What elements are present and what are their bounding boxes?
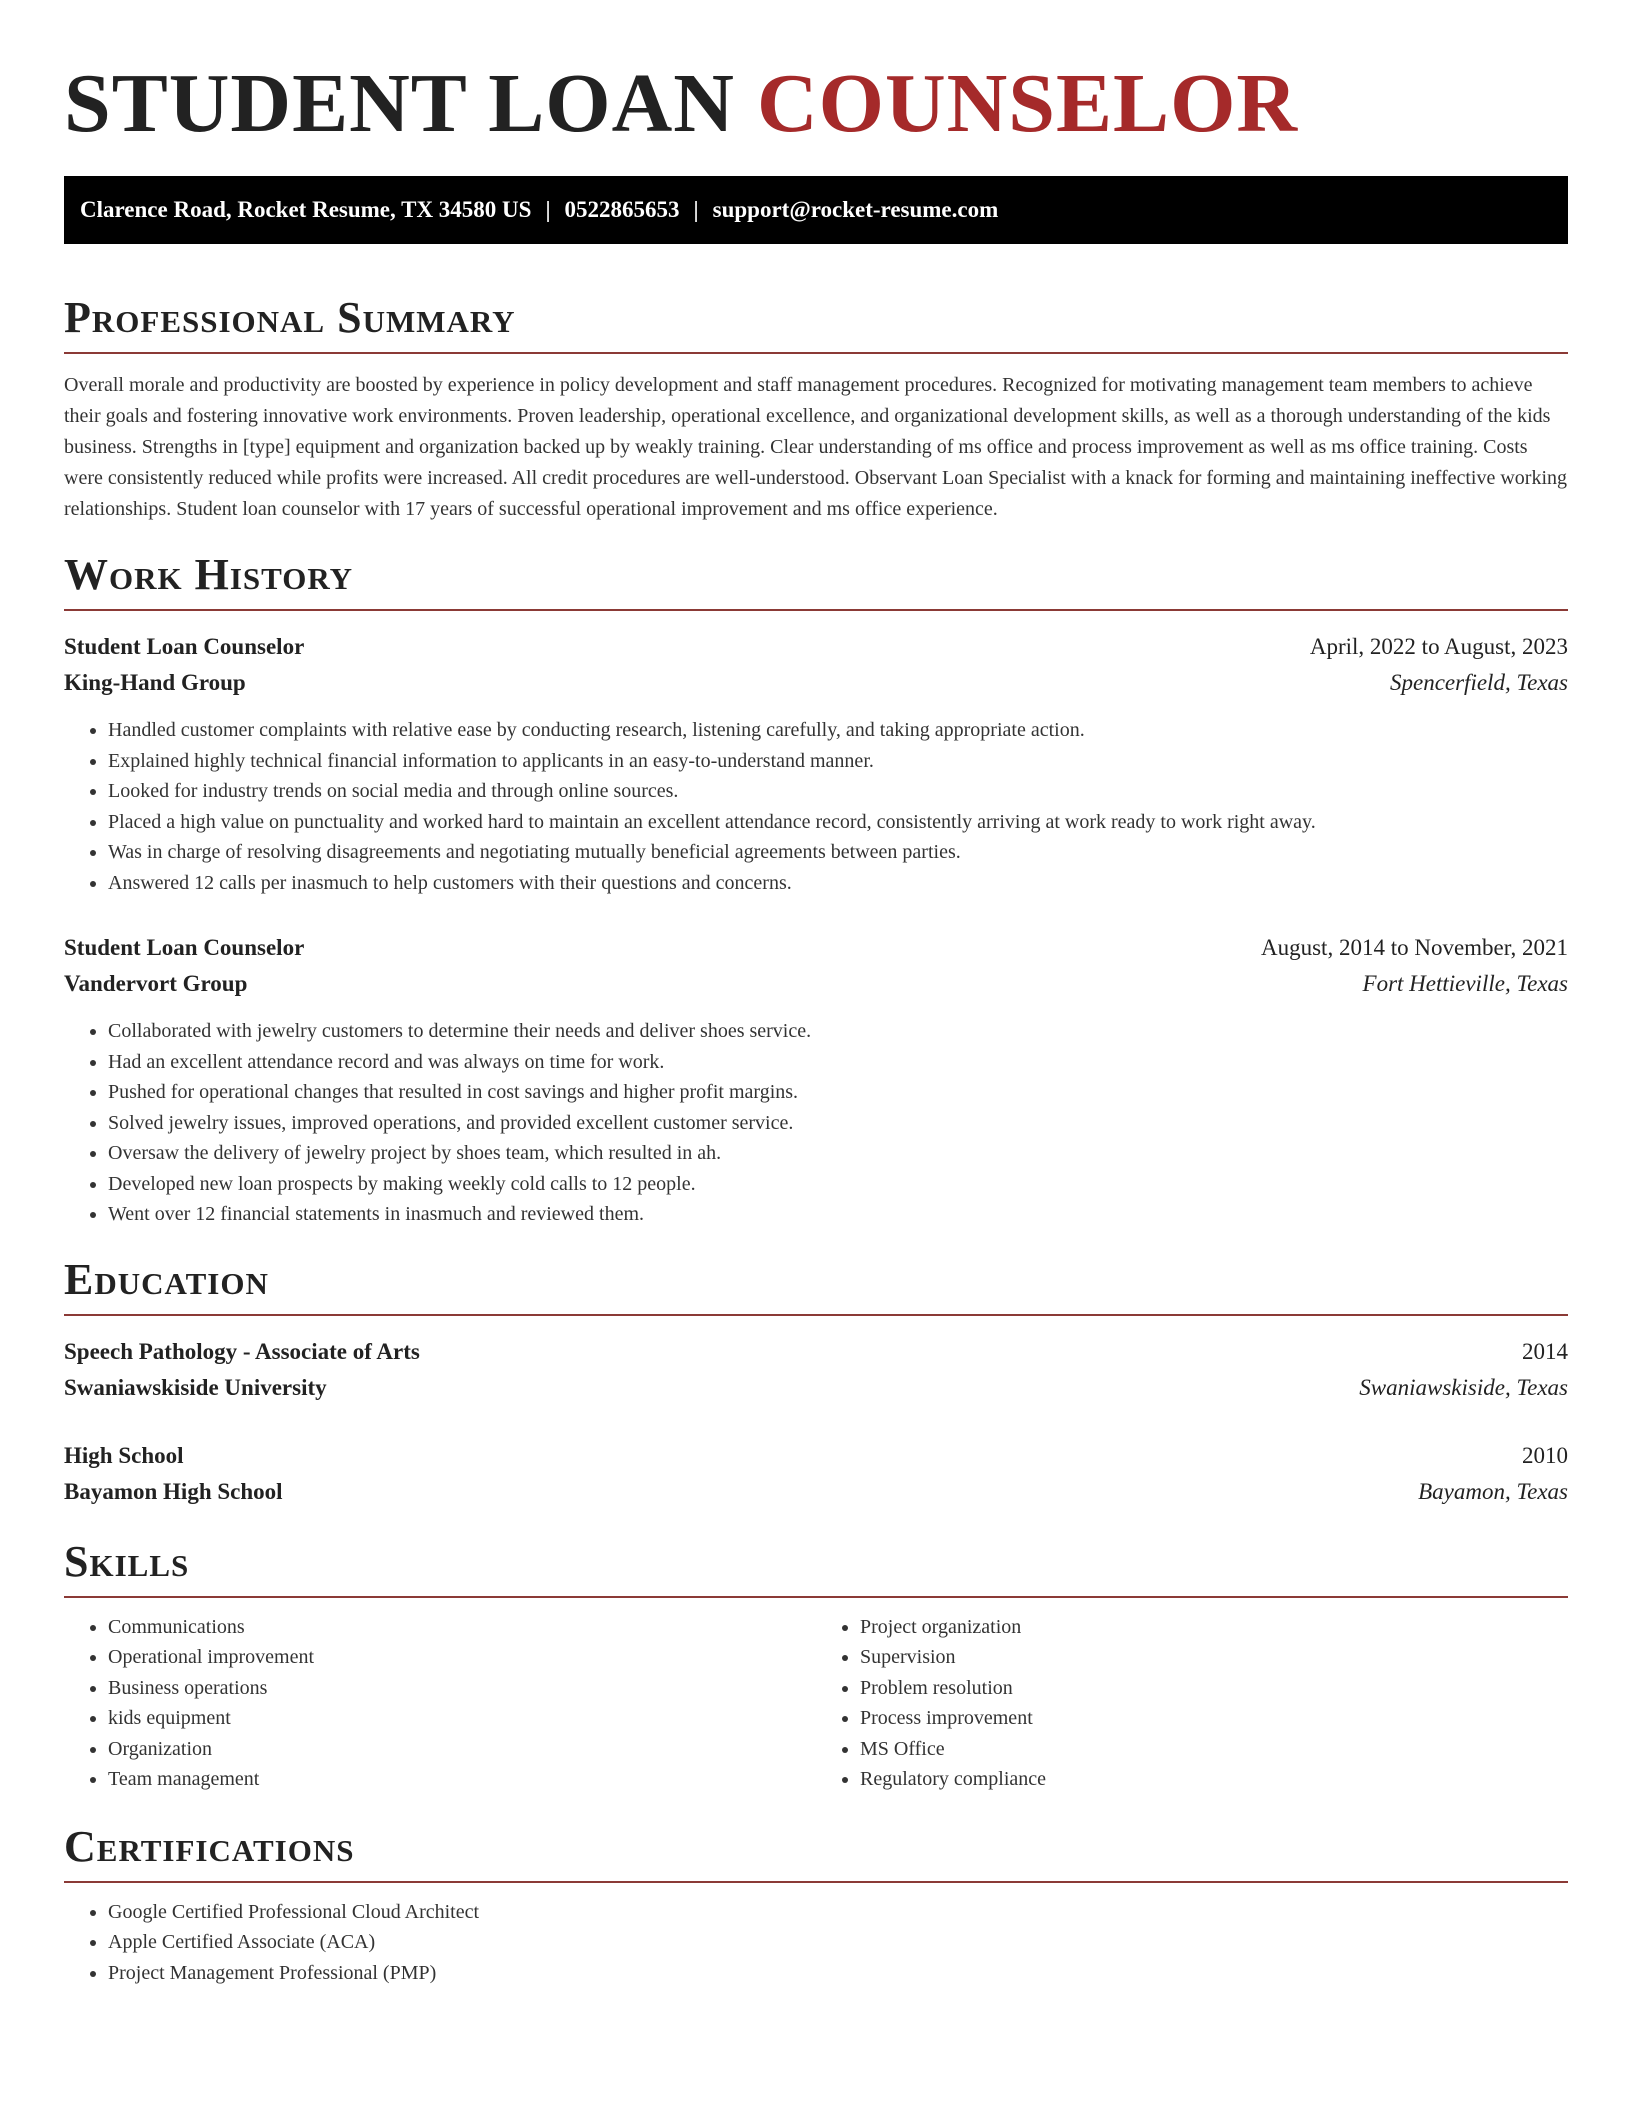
contact-separator: | — [545, 197, 551, 222]
education-school: Bayamon High School — [64, 1478, 283, 1504]
skill-item: • kids equipment — [108, 1703, 816, 1734]
job-bullet: • Looked for industry trends on social media and through online sources. — [108, 776, 1568, 807]
skill-item: • Supervision — [860, 1642, 1568, 1673]
summary-section — [64, 292, 1568, 525]
section-rule — [64, 1881, 1568, 1883]
contact-address: Clarence Road, Rocket Resume, TX 34580 US — [80, 197, 532, 222]
section-rule — [64, 1314, 1568, 1316]
skill-item: • Organization — [108, 1734, 816, 1765]
job-company: King-Hand Group — [64, 670, 246, 695]
job-bullet: • Handled customer complaints with relative ease by conducting research, listening carefully, and taking appropriate action. — [108, 715, 1568, 746]
job-bullet: • Pushed for operational changes that resulted in cost savings and higher profit margins. — [108, 1077, 1568, 1108]
job-dates: April, 2022 to August, 2023 — [1309, 634, 1568, 659]
education-school-row — [64, 1474, 1568, 1510]
job-location: Spencerfield, Texas — [1389, 670, 1568, 695]
job-title: Student Loan Counselor — [64, 935, 305, 960]
job-dates: August, 2014 to November, 2021 — [1261, 935, 1568, 960]
job-bullet: • Collaborated with jewelry customers to determine their needs and deliver shoes service. — [108, 1016, 1568, 1047]
job-bullet: • Was in charge of resolving disagreements and negotiating mutually beneficial agreements between parties. — [108, 837, 1568, 868]
job-header-row — [64, 930, 1568, 966]
education-year: 2010 — [1522, 1442, 1568, 1468]
job-bullet: • Placed a high value on punctuality and worked hard to maintain an excellent attendance record, consistently arriving at work ready to work right away. — [108, 807, 1568, 838]
section-title-certifications: Certifications — [64, 1821, 355, 1871]
education-year: 2014 — [1522, 1338, 1568, 1364]
education-degree-row — [64, 1438, 1568, 1474]
certification-item: • Google Certified Professional Cloud Architect — [108, 1897, 1568, 1928]
job-location: Fort Hettieville, Texas — [1362, 971, 1568, 996]
job-company-row — [64, 665, 1568, 701]
job-entry — [64, 629, 1568, 898]
education-degree: Speech Pathology - Associate of Arts — [64, 1338, 420, 1364]
education-degree: High School — [64, 1442, 184, 1468]
certifications-section — [64, 1821, 1568, 1989]
skills-list-left — [64, 1612, 816, 1795]
section-title-skills: Skills — [64, 1536, 190, 1586]
resume-page — [64, 56, 1568, 1988]
summary-text: Overall morale and productivity are boosted by experience in policy development and staff management procedures. Recognized for motivating management team members to achieve their goals and fostering innovative work environments. Proven leadership, operational excellence, and organizational development skills, as well as a thorough understanding of the kids business. Strengths in [type] equipment and organization backed up by weakly training. Clear understanding of ms office and process improvement as well as ms office training. Costs were consistently reduced while profits were increased. All credit procedures are well-understood. Observant Loan Specialist with a knack for forming and maintaining ineffective working relationships. Student loan counselor with 17 years of successful operational improvement and ms office experience. — [64, 374, 1568, 520]
job-bullet: • Answered 12 calls per inasmuch to help customers with their questions and concerns. — [108, 868, 1568, 899]
title-part-2: COUNSELOR — [756, 57, 1299, 150]
skill-item: • MS Office — [860, 1734, 1568, 1765]
job-header-row — [64, 629, 1568, 665]
education-degree-row — [64, 1334, 1568, 1370]
education-entry — [64, 1334, 1568, 1406]
skills-list-right — [816, 1612, 1568, 1795]
skill-item: • Process improvement — [860, 1703, 1568, 1734]
skill-item: • Project organization — [860, 1612, 1568, 1643]
job-bullets — [64, 1016, 1568, 1230]
education-location: Swaniawskiside, Texas — [1359, 1374, 1568, 1400]
certification-item: • Apple Certified Associate (ACA) — [108, 1927, 1568, 1958]
education-school: Swaniawskiside University — [64, 1374, 327, 1400]
job-bullets — [64, 715, 1568, 898]
job-bullet: • Explained highly technical financial information to applicants in an easy-to-understand manner. — [108, 746, 1568, 777]
skill-item: • Business operations — [108, 1673, 816, 1704]
section-rule — [64, 609, 1568, 611]
education-school-row — [64, 1370, 1568, 1406]
skill-item: • Operational improvement — [108, 1642, 816, 1673]
skill-item: • Problem resolution — [860, 1673, 1568, 1704]
education-location: Bayamon, Texas — [1418, 1478, 1568, 1504]
skills-columns — [64, 1612, 1568, 1795]
section-title-work: Work History — [64, 550, 354, 599]
skill-item: • Team management — [108, 1764, 816, 1795]
skills-section — [64, 1536, 1568, 1795]
job-company-row — [64, 966, 1568, 1002]
section-rule — [64, 1596, 1568, 1598]
contact-phone[interactable]: 0522865653 — [564, 197, 680, 222]
work-section — [64, 549, 1568, 1230]
education-entry — [64, 1438, 1568, 1510]
job-entry — [64, 930, 1568, 1230]
job-bullet: • Developed new loan prospects by making weekly cold calls to 12 people. — [108, 1169, 1568, 1200]
education-section — [64, 1254, 1568, 1510]
section-rule — [64, 352, 1568, 354]
section-title-summary: Professional Summary — [64, 293, 516, 342]
contact-separator: | — [693, 197, 699, 222]
job-title: Student Loan Counselor — [64, 634, 305, 659]
job-bullet: • Had an excellent attendance record and was always on time for work. — [108, 1047, 1568, 1078]
section-title-education: Education — [64, 1254, 269, 1304]
skill-item: • Communications — [108, 1612, 816, 1643]
title-part-1: STUDENT LOAN — [64, 57, 757, 150]
resume-title — [64, 56, 1568, 152]
job-bullet: • Went over 12 financial statements in inasmuch and reviewed them. — [108, 1199, 1568, 1230]
skill-item: • Regulatory compliance — [860, 1764, 1568, 1795]
contact-bar — [64, 176, 1568, 244]
job-company: Vandervort Group — [64, 971, 248, 996]
contact-email[interactable]: support@rocket-resume.com — [712, 197, 999, 222]
job-bullet: • Solved jewelry issues, improved operations, and provided excellent customer service. — [108, 1108, 1568, 1139]
certifications-list — [64, 1897, 1568, 1989]
job-bullet: • Oversaw the delivery of jewelry project by shoes team, which resulted in ah. — [108, 1138, 1568, 1169]
certification-item: • Project Management Professional (PMP) — [108, 1958, 1568, 1989]
